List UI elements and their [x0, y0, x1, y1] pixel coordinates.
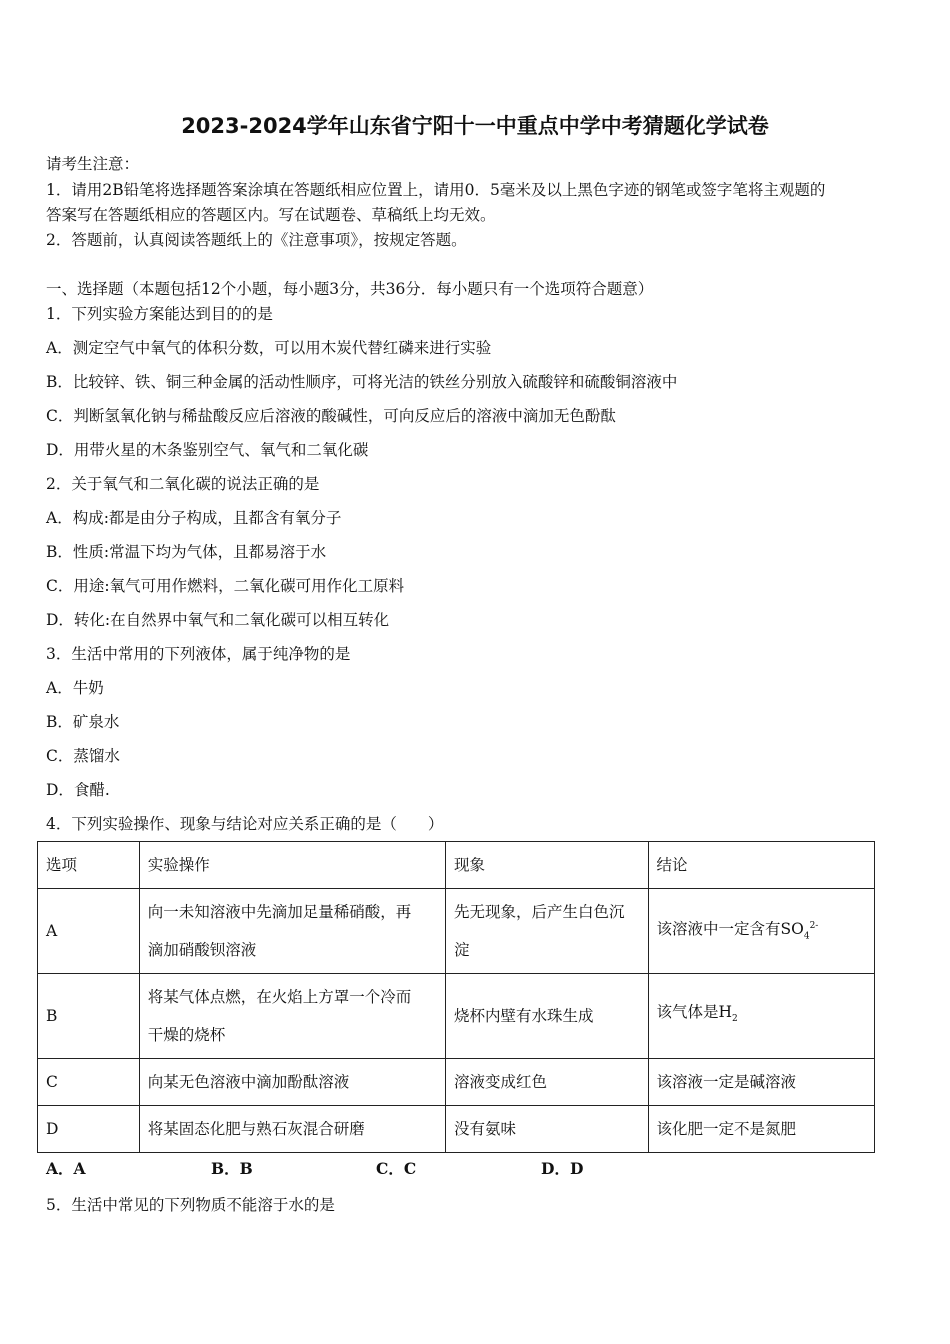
conclusion-superscript: 2-	[809, 920, 819, 931]
q4-table	[37, 841, 875, 1153]
table-header-row	[38, 842, 875, 889]
q1-option-c: C．判断氢氧化钠与稀盐酸反应后溶液的酸碱性，可向反应后的溶液中滴加无色酚酞	[46, 407, 616, 425]
cell-option: D	[38, 1106, 140, 1153]
q3-option-a: A．牛奶	[46, 679, 104, 697]
table-row	[38, 1059, 875, 1106]
q2-stem: 2．关于氧气和二氧化碳的说法正确的是	[46, 475, 320, 493]
cell-phenomenon: 烧杯内壁有水珠生成	[445, 974, 648, 1059]
cell-operation-line-1: 将某气体点燃，在火焰上方罩一个冷而	[147, 988, 412, 1006]
conclusion-subscript: 2	[732, 1014, 738, 1025]
q1-option-b: B．比较锌、铁、铜三种金属的活动性顺序，可将光洁的铁丝分别放入硫酸锌和硫酸铜溶液中	[46, 373, 678, 391]
q2-option-d: D．转化:在自然界中氧气和二氧化碳可以相互转化	[46, 611, 390, 629]
cell-operation: 向某无色溶液中滴加酚酞溶液	[139, 1059, 445, 1106]
cell-conclusion	[648, 974, 875, 1059]
cell-operation-line-2: 滴加硝酸钡溶液	[147, 941, 257, 959]
q3-option-c: C．蒸馏水	[46, 747, 120, 765]
cell-operation	[139, 889, 445, 974]
q2-option-a: A．构成:都是由分子构成，且都含有氧分子	[46, 509, 342, 527]
table-row	[38, 889, 875, 974]
q2-option-c: C．用途:氧气可用作燃料，二氧化碳可用作化工原料	[46, 577, 405, 595]
table-row	[38, 1106, 875, 1153]
cell-operation: 将某固态化肥与熟石灰混合研磨	[139, 1106, 445, 1153]
cell-conclusion: 该化肥一定不是氮肥	[648, 1106, 875, 1153]
conclusion-subscript: 4	[803, 931, 810, 942]
q4-option-d: D．D	[541, 1159, 584, 1178]
cell-option: A	[38, 889, 140, 974]
q4-option-a: A．A	[46, 1159, 86, 1178]
q1-stem: 1．下列实验方案能达到目的的是	[46, 305, 273, 323]
notice-item-1-line-1: 1．请用2B铅笔将选择题答案涂填在答题纸相应位置上，请用0．5毫米及以上黑色字迹的钢笔或签字笔将主观题的	[46, 181, 826, 199]
q4-option-b: B．B	[211, 1159, 253, 1178]
section-heading: 一、选择题（本题包括12个小题，每小题3分，共36分．每小题只有一个选项符合题意）	[46, 280, 654, 298]
header-phenomenon: 现象	[445, 842, 648, 889]
header-conclusion: 结论	[648, 842, 875, 889]
cell-operation	[139, 974, 445, 1059]
q3-stem: 3．生活中常用的下列液体，属于纯净物的是	[46, 645, 351, 663]
q3-option-b: B．矿泉水	[46, 713, 120, 731]
cell-operation-line-1: 向一未知溶液中先滴加足量稀硝酸，再	[147, 903, 412, 921]
cell-option: C	[38, 1059, 140, 1106]
notice-item-1-line-2: 答案写在答题纸相应的答题区内。写在试题卷、草稿纸上均无效。	[46, 206, 496, 224]
cell-operation-line-2: 干燥的烧杯	[147, 1026, 226, 1044]
header-operation: 实验操作	[139, 842, 445, 889]
exam-title: 2023-2024学年山东省宁阳十一中重点中学中考猜题化学试卷	[181, 114, 769, 138]
cell-option: B	[38, 974, 140, 1059]
q1-option-d: D．用带火星的木条鉴别空气、氧气和二氧化碳	[46, 441, 369, 459]
cell-conclusion	[648, 889, 875, 974]
cell-conclusion: 该溶液一定是碱溶液	[648, 1059, 875, 1106]
cell-phenomenon: 没有氨味	[445, 1106, 648, 1153]
cell-phenomenon	[445, 889, 648, 974]
notice-heading: 请考生注意：	[46, 155, 140, 173]
table-row	[38, 974, 875, 1059]
cell-phenomenon: 溶液变成红色	[445, 1059, 648, 1106]
q5-stem: 5．生活中常见的下列物质不能溶于水的是	[46, 1196, 335, 1214]
q1-option-a: A．测定空气中氧气的体积分数，可以用木炭代替红磷来进行实验	[46, 339, 492, 357]
q3-option-d: D．食醋.	[46, 781, 110, 799]
q4-option-c: C．C	[376, 1159, 417, 1178]
cell-phenomenon-line-1: 先无现象，后产生白色沉	[453, 903, 625, 921]
conclusion-text: 该溶液中一定含有SO	[656, 920, 804, 939]
cell-phenomenon-line-2: 淀	[453, 941, 470, 959]
header-option: 选项	[38, 842, 140, 889]
q2-option-b: B．性质:常温下均为气体，且都易溶于水	[46, 543, 327, 561]
notice-item-2: 2．答题前，认真阅读答题纸上的《注意事项》，按规定答题。	[46, 231, 467, 249]
q4-stem: 4．下列实验操作、现象与结论对应关系正确的是（ ）	[46, 815, 444, 833]
conclusion-text: 该气体是H	[656, 1003, 733, 1022]
